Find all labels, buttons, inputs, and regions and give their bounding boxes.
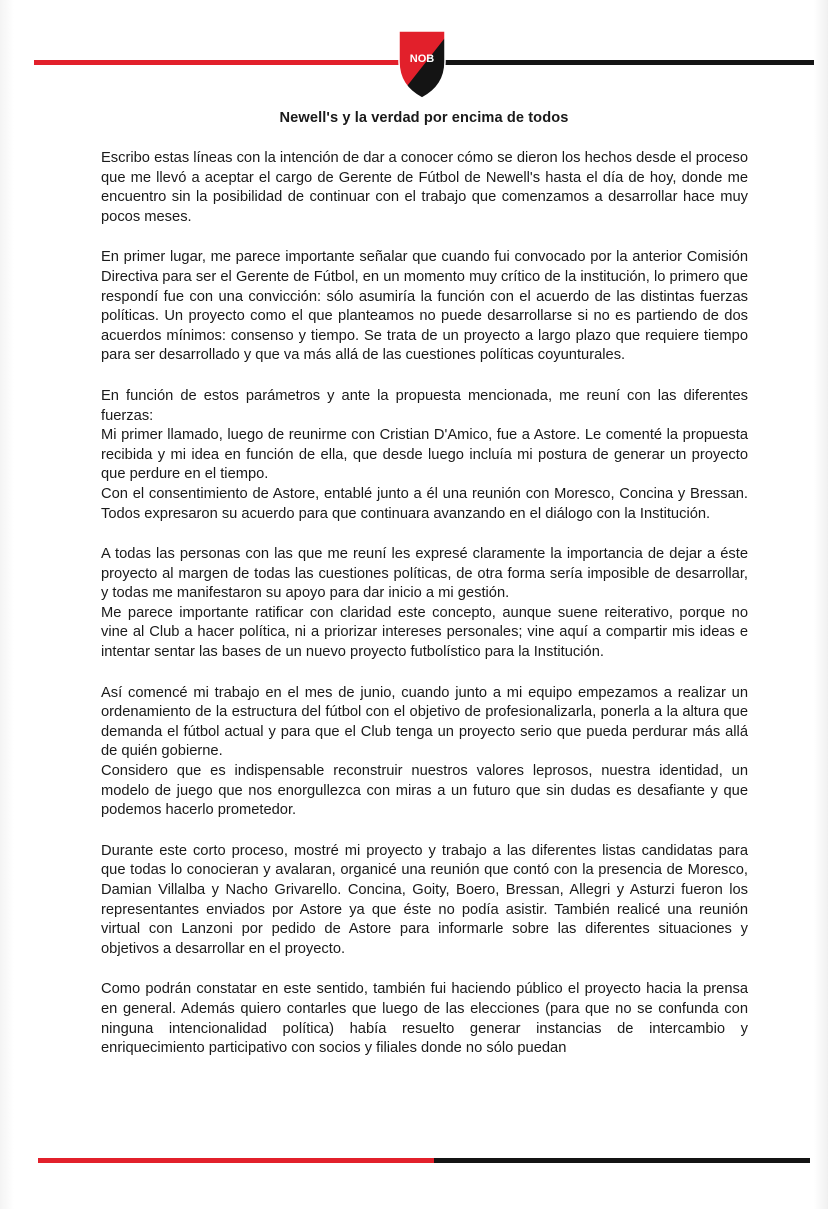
paragraph-text: A todas las personas con las que me reuní les expresé claramente la importancia de dejar a éste proyecto al margen de todas las cuestiones políticas, de otra forma sería imposible de desarrollar, y todas me manifestaron su apoyo para dar inicio a mi gestión. bbox=[101, 546, 748, 602]
paragraph bbox=[101, 842, 748, 960]
page-title: Newell's y la verdad por encima de todos bbox=[279, 110, 569, 126]
footer-rule-red bbox=[38, 1158, 434, 1163]
paragraph-text: Me parece importante ratificar con claridad este concepto, aunque suene reiterativo, porque no vine al Club a hacer política, ni a priorizar intereses personales; vine aquí a compartir mis ideas e intentar sentar las bases de un nuevo proyecto futbolístico para la Institución. bbox=[101, 604, 748, 661]
footer-rule-black bbox=[434, 1158, 810, 1163]
paragraph bbox=[101, 149, 748, 227]
crest-label: NOB bbox=[409, 53, 435, 65]
paragraph-text: Escribo estas líneas con la intención de dar a conocer cómo se dieron los hechos desde el proceso que me llevó a aceptar el cargo de Gerente de Fútbol de Newell's hasta el día de hoy, donde me encuentro sin la posibilidad de continuar con el trabajo que comenzamos a desarrollar hace muy pocos meses. bbox=[101, 150, 748, 225]
header-rule-black bbox=[444, 60, 814, 65]
header-rule-red bbox=[34, 60, 400, 65]
paragraph-text: Considero que es indispensable reconstruir nuestros valores leprosos, nuestra identidad, un modelo de juego que nos enorgullezca con miras a un futuro que sin dudas es desafiante y que podemos hacerlo prometedor. bbox=[101, 763, 748, 819]
paragraph-text: Así comencé mi trabajo en el mes de junio, cuando junto a mi equipo empezamos a realizar un ordenamiento de la estructura del fútbol con el objetivo de profesionalizarla, ponerla a la altura que demanda el fútbol actual y para que el Club tenga un proyecto serio que pueda perdurar más allá de quién gobierne. bbox=[101, 684, 748, 760]
paragraph bbox=[101, 980, 748, 1058]
paragraph bbox=[101, 485, 748, 524]
paragraph-text: En función de estos parámetros y ante la propuesta mencionada, me reuní con las diferentes fuerzas: bbox=[101, 387, 748, 424]
letter-body bbox=[101, 149, 748, 1080]
paragraph bbox=[101, 545, 748, 604]
paragraph-text: Como podrán constatar en este sentido, también fui haciendo público el proyecto hacia la prensa en general. Además quiero contarles que luego de las elecciones (para que no se confunda con ninguna intencionalidad política) había resuelto generar instancias de intercambio y enriquecimiento participativo con socios y filiales donde no sólo puedan bbox=[101, 981, 748, 1057]
paragraph-text: Durante este corto proceso, mostré mi proyecto y trabajo a las diferentes listas candidatas para que todas lo conocieran y avalaran, organicé una reunión que contó con la presencia de Moresco, Damian Villalba y Nacho Grivarello. Concina, Goity, Boero, Bressan, Allegri y Asturzi fueron los representantes enviados por Astore ya que éste no podía asistir. También realicé una reunión virtual con Lanzoni por pedido de Astore para informarle sobre las diferentes situaciones y objetivos a desarrollar en el proyecto. bbox=[101, 842, 748, 957]
paragraph-text: Con el consentimiento de Astore, entablé junto a él una reunión con Moresco, Concina y Bressan. Todos expresaron su acuerdo para que continuara avanzando en el diálogo con la Institución. bbox=[101, 485, 748, 522]
paragraph bbox=[101, 684, 748, 762]
paragraph bbox=[101, 387, 748, 485]
paragraph bbox=[101, 762, 748, 821]
paragraph-text: En primer lugar, me parece importante señalar que cuando fui convocado por la anterior Comisión Directiva para ser el Gerente de Fútbol, en un momento muy crítico de la institución, lo primero que respondí fue con una convicción: sólo asumiría la función con el acuerdo de las distintas fuerzas políticas. Un proyecto como el que planteamos no puede desarrollarse si no es partiendo de dos acuerdos mínimos: consenso y tiempo. Se trata de un proyecto a largo plazo que requiere tiempo para ser desarrollado y que va más allá de las cuestiones políticas coyunturales. bbox=[101, 249, 748, 364]
club-crest-icon bbox=[396, 28, 448, 100]
paragraph-text: Mi primer llamado, luego de reunirme con Cristian D'Amico, fue a Astore. Le comenté la propuesta recibida y mi idea en función de ella, que desde luego incluía mi postura de generar un proyecto que perdure en el tiempo. bbox=[101, 427, 748, 483]
paragraph bbox=[101, 604, 748, 663]
paragraph bbox=[101, 248, 748, 366]
